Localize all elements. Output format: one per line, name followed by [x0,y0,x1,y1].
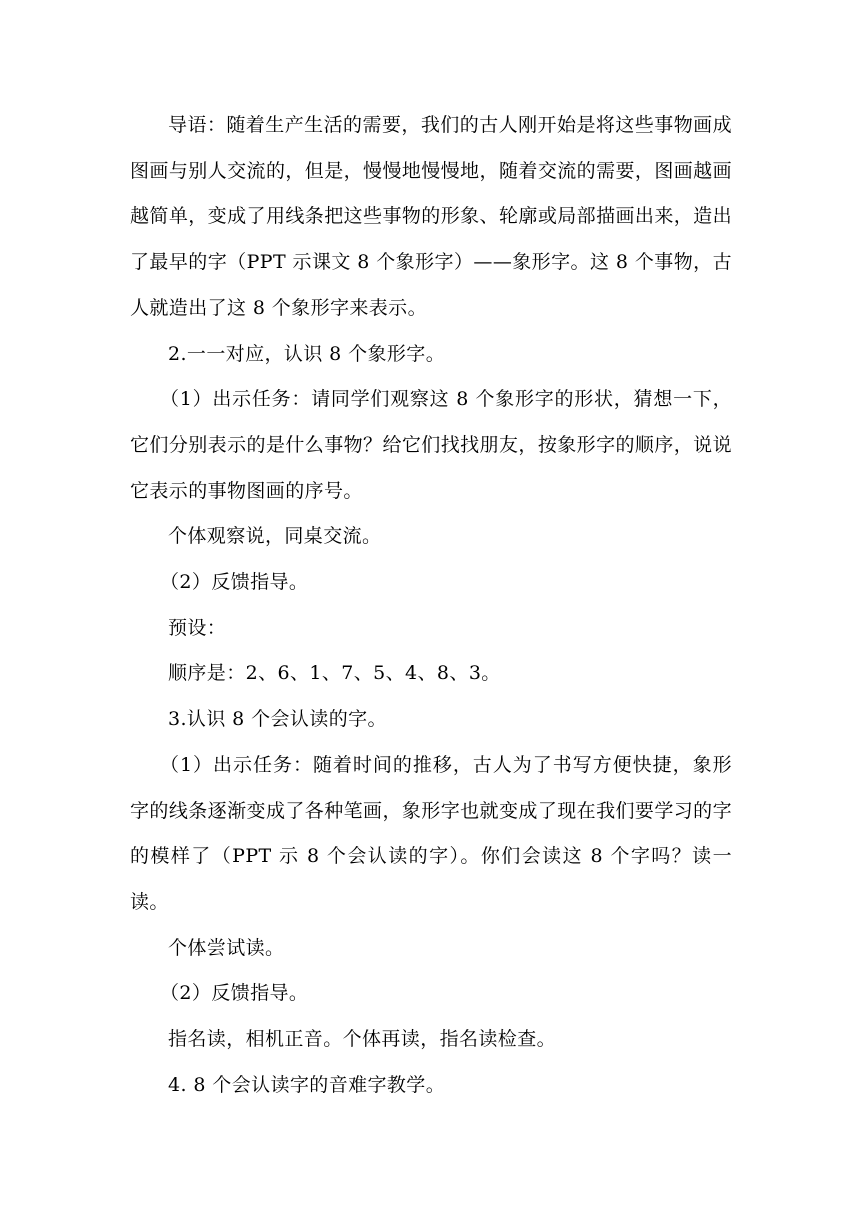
paragraph-step-3-try: 个体尝试读。 [168,936,285,959]
paragraph-step-2-preset: 预设： [168,616,227,639]
paragraph-step-3-feedback: （2）反馈指导。 [160,982,309,1005]
paragraph-step-2-order: 顺序是：2、6、1、7、5、4、8、3。 [168,662,501,685]
paragraph-step-2-feedback: （2）反馈指导。 [160,571,309,594]
paragraph-step-3-heading: 3.认识 8 个会认读的字。 [168,708,387,731]
paragraph-intro: 导语：随着生产生活的需要，我们的古人刚开始是将这些事物画成图画与别人交流的，但是，慢慢地慢慢地，随着交流的需要，图画越画越简单，变成了用线条把这些事物的形象、轮廓或局部描画出来，造出了最早的字（PPT 示课文 8 个象形字）——象形字。这 8 个事物，古人就造出了这 8 个象形字来表示。 [130,114,732,319]
paragraph-step-3-task: （1）出示任务：随着时间的推移，古人为了书写方便快捷，象形字的线条逐渐变成了各种笔画，象形字也就变成了现在我们要学习的字的模样了（PPT 示 8 个会认读的字）。你们会读这 8 个字吗？读一读。 [130,753,732,913]
document-body [130,103,732,1108]
paragraph-step-2-task: （1）出示任务：请同学们观察这 8 个象形字的形状，猜想一下，它们分别表示的是什么事物？给它们找找朋友，按象形字的顺序，说说它表示的事物图画的序号。 [130,388,732,502]
paragraph-step-4-heading: 4. 8 个会认读字的音难字教学。 [168,1073,446,1096]
paragraph-step-2-heading: 2.一一对应，认识 8 个象形字。 [168,342,446,365]
paragraph-step-3-read: 指名读，相机正音。个体再读，指名读检查。 [168,1028,557,1051]
paragraph-step-2-observe: 个体观察说，同桌交流。 [168,525,382,548]
